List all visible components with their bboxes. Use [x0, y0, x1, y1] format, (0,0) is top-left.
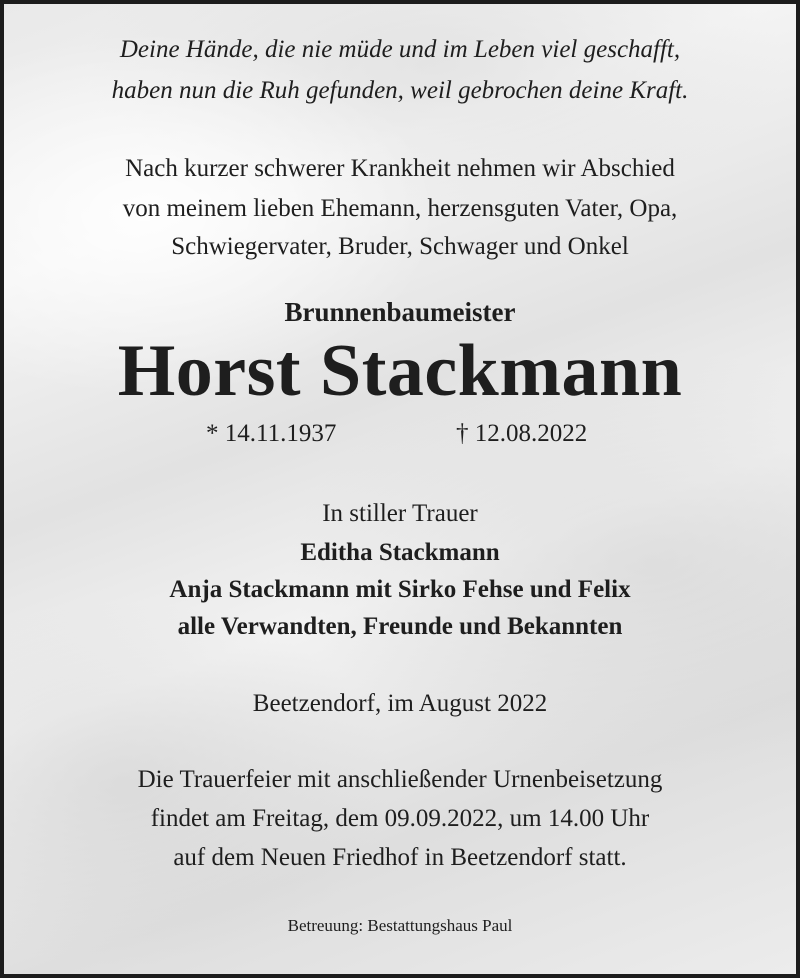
funeral-home-credit: Betreuung: Bestattungshaus Paul — [287, 916, 513, 935]
mourner-line-2: Anja Stackmann mit Sirko Fehse und Felix — [169, 576, 631, 603]
motto-line-2: haben nun die Ruh gefunden, weil gebrochen deine Kraft. — [111, 77, 689, 104]
deceased-profession: Brunnenbaumeister — [284, 297, 516, 327]
ceremony-line-1: Die Trauerfeier mit anschließender Urnenbeisetzung — [137, 766, 663, 793]
deceased-name: Horst Stackmann — [117, 330, 683, 412]
mourner-line-1: Editha Stackmann — [300, 539, 500, 566]
place-date: Beetzendorf, im August 2022 — [252, 690, 548, 717]
death-date: † 12.08.2022 — [456, 420, 588, 447]
motto-line-1: Deine Hände, die nie müde und im Leben viel geschafft, — [119, 36, 681, 63]
mourner-line-3: alle Verwandten, Freunde und Bekannten — [177, 613, 623, 640]
ceremony-line-3: auf dem Neuen Friedhof in Beetzendorf statt. — [173, 844, 627, 871]
birth-date: * 14.11.1937 — [206, 420, 337, 447]
mourning-heading: In stiller Trauer — [322, 500, 478, 527]
ceremony-line-2: findet am Freitag, dem 09.09.2022, um 14.00 Uhr — [150, 805, 650, 832]
intro-line-3: Schwiegervater, Bruder, Schwager und Onkel — [171, 233, 629, 260]
intro-line-2: von meinem lieben Ehemann, herzensguten Vater, Opa, — [122, 195, 678, 222]
intro-line-1: Nach kurzer schwerer Krankheit nehmen wir Abschied — [125, 155, 675, 182]
